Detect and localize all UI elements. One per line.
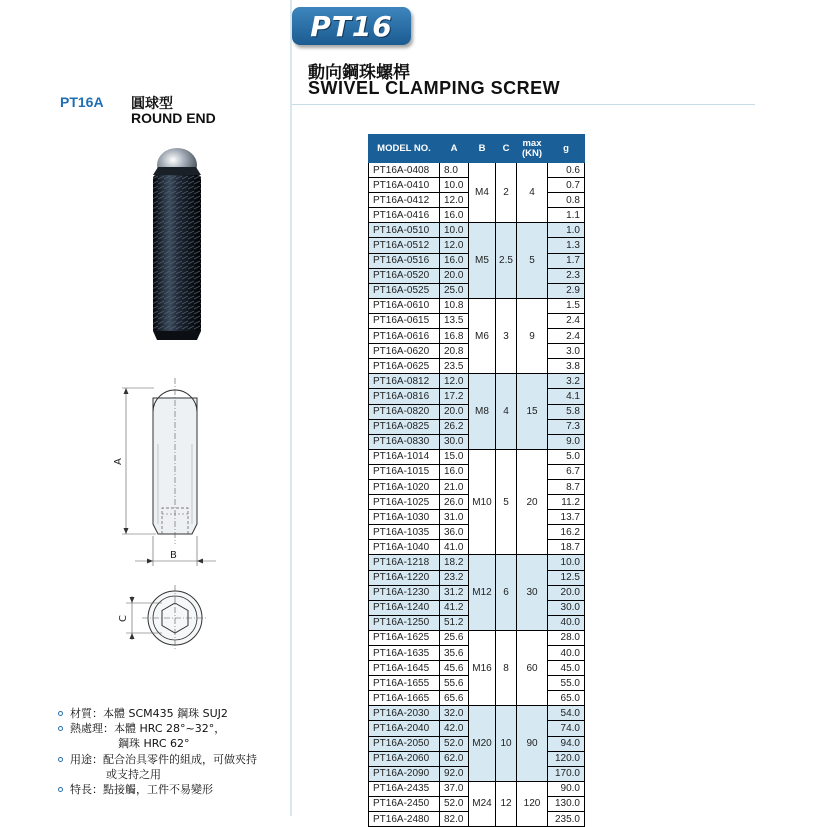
cell-model: PT16A-1655 [369,676,440,691]
cell-a: 42.0 [440,721,469,736]
table-row [369,555,585,570]
note-line-continued: 鋼珠 HRC 62° [118,737,190,751]
cell-model: PT16A-1030 [369,510,440,525]
cell-a: 8.0 [440,163,469,178]
cell-model: PT16A-0816 [369,389,440,404]
cell-model: PT16A-2030 [369,706,440,721]
cell-a: 16.8 [440,329,469,344]
cell-max-load: 20 [517,449,548,555]
cell-model: PT16A-0520 [369,268,440,283]
cell-weight: 3.8 [548,359,585,374]
title-chinese: 動向鋼珠螺桿 [308,63,410,83]
cell-weight: 90.0 [548,781,585,796]
cell-a: 26.2 [440,419,469,434]
cell-model: PT16A-0410 [369,178,440,193]
cell-weight: 10.0 [548,555,585,570]
cell-b: M16 [469,630,496,705]
column-divider [290,0,292,816]
spec-notes [58,706,290,797]
cell-a: 26.0 [440,495,469,510]
cell-model: PT16A-0812 [369,374,440,389]
cell-model: PT16A-2450 [369,796,440,811]
note-feature [58,782,290,797]
cell-a: 82.0 [440,812,469,827]
cell-weight: 3.2 [548,374,585,389]
cell-a: 13.5 [440,313,469,328]
note-heat-treatment [58,721,290,751]
cell-a: 12.0 [440,374,469,389]
cell-model: PT16A-0512 [369,238,440,253]
cell-b: M10 [469,449,496,555]
table-body [369,163,585,827]
cell-a: 65.6 [440,691,469,706]
note-line-continued: 或支持之用 [106,767,161,781]
cell-weight: 5.0 [548,449,585,464]
cell-model: PT16A-0412 [369,193,440,208]
header-weight: g [548,135,585,163]
cell-max-load: 30 [517,555,548,630]
cell-c: 10 [496,706,517,781]
cell-a: 10.0 [440,223,469,238]
cell-max-load: 4 [517,163,548,223]
cell-weight: 2.4 [548,313,585,328]
cell-weight: 40.0 [548,646,585,661]
cell-a: 15.0 [440,449,469,464]
cell-a: 17.2 [440,389,469,404]
dimension-a-label: A [113,458,124,465]
cell-weight: 0.7 [548,178,585,193]
cell-c: 2.5 [496,223,517,298]
cell-c: 5 [496,449,517,555]
cell-a: 52.0 [440,736,469,751]
cell-a: 41.2 [440,600,469,615]
note-line: 熱處理：本體 HRC 28°~32°， [70,722,226,736]
cell-a: 16.0 [440,208,469,223]
table-row [369,630,585,645]
cell-model: PT16A-2060 [369,751,440,766]
cell-weight: 94.0 [548,736,585,751]
bullet-icon [58,787,63,792]
header-max: max [522,137,542,149]
cell-weight: 1.7 [548,253,585,268]
cell-weight: 12.5 [548,570,585,585]
cell-model: PT16A-0625 [369,359,440,374]
cell-a: 45.6 [440,661,469,676]
note-material [58,706,290,721]
cell-a: 36.0 [440,525,469,540]
cell-b: M8 [469,374,496,449]
series-badge [292,7,411,45]
cell-a: 25.0 [440,283,469,298]
cell-weight: 0.8 [548,193,585,208]
cell-model: PT16A-2050 [369,736,440,751]
cell-weight: 1.5 [548,298,585,313]
cell-max-load: 60 [517,630,548,705]
table-row [369,449,585,464]
cell-model: PT16A-1250 [369,615,440,630]
cell-weight: 30.0 [548,600,585,615]
cell-a: 12.0 [440,238,469,253]
cell-model: PT16A-0820 [369,404,440,419]
table-row [369,163,585,178]
cell-a: 10.0 [440,178,469,193]
cell-a: 31.2 [440,585,469,600]
cell-weight: 2.4 [548,329,585,344]
header-a: A [440,135,469,163]
cell-c: 12 [496,781,517,826]
table-row [369,706,585,721]
spec-table [368,134,585,827]
cell-a: 41.0 [440,540,469,555]
variant-name-english: ROUND END [131,110,216,126]
cell-model: PT16A-0516 [369,253,440,268]
cell-c: 2 [496,163,517,223]
cell-a: 52.0 [440,796,469,811]
cell-weight: 1.3 [548,238,585,253]
title-underline [292,104,755,105]
cell-weight: 16.2 [548,525,585,540]
cell-a: 12.0 [440,193,469,208]
variant-name-chinese: 圓球型 [131,96,173,112]
cell-a: 30.0 [440,434,469,449]
cell-weight: 2.3 [548,268,585,283]
cell-max-load: 120 [517,781,548,826]
cell-weight: 120.0 [548,751,585,766]
cell-model: PT16A-1015 [369,464,440,479]
cell-model: PT16A-1020 [369,479,440,494]
cell-b: M5 [469,223,496,298]
cell-max-load: 15 [517,374,548,449]
cell-weight: 8.7 [548,479,585,494]
cell-c: 8 [496,630,517,705]
note-line: 材質：本體 SCM435 鋼珠 SUJ2 [70,707,228,720]
dimension-b-label: B [170,550,177,561]
table-row [369,374,585,389]
cell-model: PT16A-2090 [369,766,440,781]
cell-max-load: 9 [517,298,548,373]
cell-c: 4 [496,374,517,449]
cell-b: M12 [469,555,496,630]
cell-model: PT16A-0525 [369,283,440,298]
cell-weight: 1.1 [548,208,585,223]
cell-model: PT16A-2040 [369,721,440,736]
cell-a: 20.0 [440,268,469,283]
cell-b: M6 [469,298,496,373]
cell-model: PT16A-2435 [369,781,440,796]
cell-c: 6 [496,555,517,630]
cell-weight: 45.0 [548,661,585,676]
cell-a: 10.8 [440,298,469,313]
cell-a: 20.8 [440,344,469,359]
cell-b: M24 [469,781,496,826]
cell-b: M20 [469,706,496,781]
cell-model: PT16A-0616 [369,329,440,344]
cell-model: PT16A-0610 [369,298,440,313]
cell-model: PT16A-1230 [369,585,440,600]
table-header-row [369,135,585,163]
cell-a: 55.6 [440,676,469,691]
dimension-c-label: C [118,615,129,622]
cell-b: M4 [469,163,496,223]
cell-a: 92.0 [440,766,469,781]
series-code: PT16 [310,9,393,43]
cell-max-load: 5 [517,223,548,298]
cell-a: 37.0 [440,781,469,796]
cell-a: 18.2 [440,555,469,570]
cell-weight: 54.0 [548,706,585,721]
cell-weight: 6.7 [548,464,585,479]
cell-a: 31.0 [440,510,469,525]
cell-weight: 7.3 [548,419,585,434]
cell-weight: 28.0 [548,630,585,645]
note-line: 用途：配合治具零件的組成，可做夾持 [70,752,257,766]
cell-c: 3 [496,298,517,373]
cell-a: 32.0 [440,706,469,721]
cell-weight: 130.0 [548,796,585,811]
cell-weight: 3.0 [548,344,585,359]
dimension-drawing [104,374,244,664]
bullet-icon [58,711,63,716]
cell-weight: 40.0 [548,615,585,630]
cell-weight: 18.7 [548,540,585,555]
cell-weight: 74.0 [548,721,585,736]
cell-model: PT16A-1218 [369,555,440,570]
cell-weight: 11.2 [548,495,585,510]
cell-a: 35.6 [440,646,469,661]
cell-weight: 9.0 [548,434,585,449]
bullet-icon [58,726,63,731]
cell-model: PT16A-1625 [369,630,440,645]
cell-weight: 13.7 [548,510,585,525]
cell-model: PT16A-1025 [369,495,440,510]
header-max-load [517,135,548,163]
note-usage [58,752,290,782]
cell-model: PT16A-1665 [369,691,440,706]
note-line: 特長：點接觸，工件不易變形 [70,783,213,797]
cell-a: 20.0 [440,404,469,419]
cell-model: PT16A-0510 [369,223,440,238]
table-row [369,223,585,238]
cell-a: 25.6 [440,630,469,645]
cell-weight: 20.0 [548,585,585,600]
table-row [369,781,585,796]
cell-model: PT16A-1220 [369,570,440,585]
cell-model: PT16A-0416 [369,208,440,223]
cell-a: 16.0 [440,253,469,268]
cell-model: PT16A-1040 [369,540,440,555]
cell-weight: 2.9 [548,283,585,298]
cell-model: PT16A-1635 [369,646,440,661]
cell-weight: 55.0 [548,676,585,691]
header-model: MODEL NO. [369,135,440,163]
table-row [369,298,585,313]
cell-model: PT16A-0830 [369,434,440,449]
header-kn: (KN) [521,147,543,159]
cell-model: PT16A-0825 [369,419,440,434]
cell-weight: 4.1 [548,389,585,404]
header-c: C [496,135,517,163]
title-english: SWIVEL CLAMPING SCREW [308,78,561,98]
cell-model: PT16A-1035 [369,525,440,540]
cell-weight: 1.0 [548,223,585,238]
header-b: B [469,135,496,163]
cell-weight: 0.6 [548,163,585,178]
cell-weight: 5.8 [548,404,585,419]
cell-weight: 65.0 [548,691,585,706]
bullet-icon [58,757,63,762]
cell-model: PT16A-1014 [369,449,440,464]
cell-model: PT16A-0408 [369,163,440,178]
cell-model: PT16A-2480 [369,812,440,827]
product-photo [140,145,220,345]
cell-a: 62.0 [440,751,469,766]
cell-model: PT16A-1645 [369,661,440,676]
cell-model: PT16A-0615 [369,313,440,328]
cell-a: 16.0 [440,464,469,479]
cell-model: PT16A-0620 [369,344,440,359]
cell-a: 21.0 [440,479,469,494]
cell-a: 23.2 [440,570,469,585]
cell-max-load: 90 [517,706,548,781]
cell-a: 23.5 [440,359,469,374]
cell-weight: 235.0 [548,812,585,827]
cell-model: PT16A-1240 [369,600,440,615]
cell-weight: 170.0 [548,766,585,781]
variant-code: PT16A [60,94,104,110]
cell-a: 51.2 [440,615,469,630]
